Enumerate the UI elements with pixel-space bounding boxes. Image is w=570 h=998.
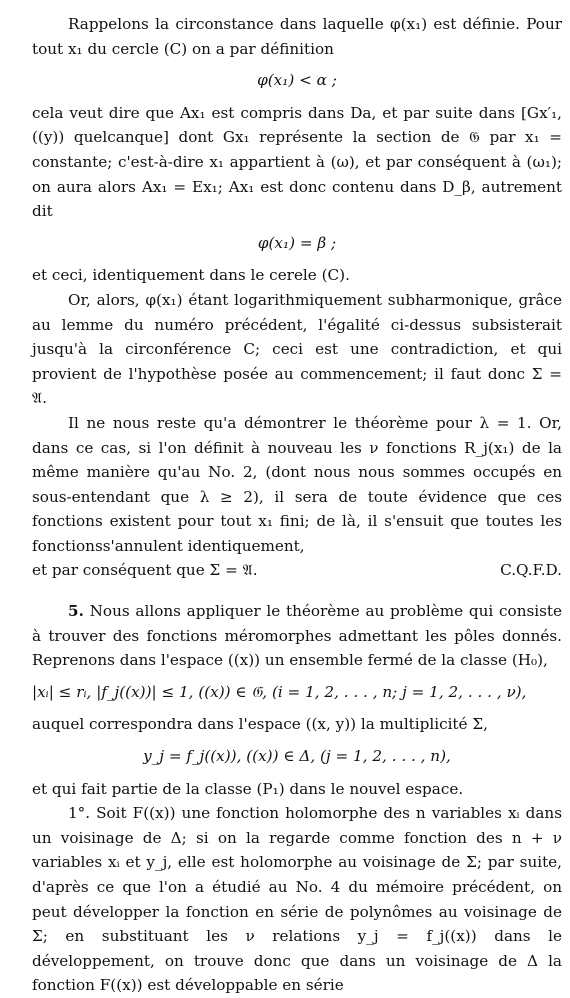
paragraph: et qui fait partie de la classe (P₁) dans le nouvel espace. bbox=[32, 779, 464, 798]
paragraph: Rappelons la circonstance dans laquelle φ(x₁) est définie. Pour tout x₁ du cercle (C) on a par définition bbox=[32, 15, 562, 58]
paragraph: auquel correspondra dans l'espace ((x, y)) la multiplicité Σ, bbox=[32, 715, 488, 734]
equation: φ(x₁) = β ; bbox=[257, 233, 337, 252]
paragraph: cela veut dire que Ax₁ est compris dans Da, et par suite dans [Gx′₁, ((y)) quelcanque] dont Gx₁ représente la section de 𝔊 par x₁ = constante; c'est-à-dire x₁ appartient à (ω), et par conséquent à (ω₁); on aura alors Ax₁ = Ex₁; Ax₁ est donc contenu dans D_β, autrement dit bbox=[32, 103, 562, 221]
paragraph-last-line bbox=[32, 558, 562, 583]
paragraph: 1°. Soit F((x)) une fonction holomorphe des n variables xᵢ dans un voisinage de Δ; si on la regarde comme fonction des n + ν variables xᵢ et y_j, elle est holomorphe au voisinage de Σ; par suite, d'après ce que l'on a étudié au No. 4 du mémoire précédent, on peut développer la fonction en série de polynômes au voisinage de Σ; en substituant les ν relations y_j = f_j((x)) dans le développement, on trouve donc que dans un voisinage de Δ la fonction F((x)) est développable en série bbox=[32, 804, 562, 995]
equation: y_j = f_j((x)), ((x)) ∈ Δ, (j = 1, 2, . . . , n), bbox=[143, 747, 451, 766]
paragraph: et ceci, identiquement dans le cerele (C). bbox=[32, 266, 350, 285]
qed-mark: C.Q.F.D. bbox=[500, 561, 562, 580]
section-number: 5. bbox=[68, 602, 84, 621]
equation: φ(x₁) < α ; bbox=[257, 71, 337, 90]
paragraph: Il ne nous reste qu'a démontrer le théorème pour λ = 1. Or, dans ce cas, si l'on définit à nouveau les ν fonctions R_j(x₁) de la même manière qu'au No. 2, (dont nous nous sommes occupés en sous-entendant que λ ≥ 2), il sera de toute évidence que ces fonctions existent pour tout x₁ fini; de là, il s'ensuit que toutes les fonctionss'annulent identiquement, bbox=[32, 413, 562, 555]
paragraph-text: et par conséquent que Σ = 𝔄. bbox=[32, 561, 258, 580]
section-paragraph bbox=[32, 599, 562, 673]
equation: |xᵢ| ≤ rᵢ, |f_j((x))| ≤ 1, ((x)) ∈ 𝔊, (i = 1, 2, . . . , n; j = 1, 2, . . . , ν), bbox=[32, 682, 527, 701]
paragraph: Or, alors, φ(x₁) étant logarithmiquement subharmonique, grâce au lemme du numéro précédent, l'égalité ci-dessus subsisterait jusqu'à la circonférence C; ceci est une contradiction, et qui provient de l'hypothèse posée au commencement; il faut donc Σ = 𝔄. bbox=[32, 290, 562, 408]
section-gap bbox=[32, 583, 562, 599]
paragraph-text: Nous allons appliquer le théorème au problème qui consiste à trouver des fonctions méromorphes admettant les pôles donnés. Reprenons dans l'espace ((x)) un ensemble fermé de la classe (H₀), bbox=[32, 602, 563, 670]
